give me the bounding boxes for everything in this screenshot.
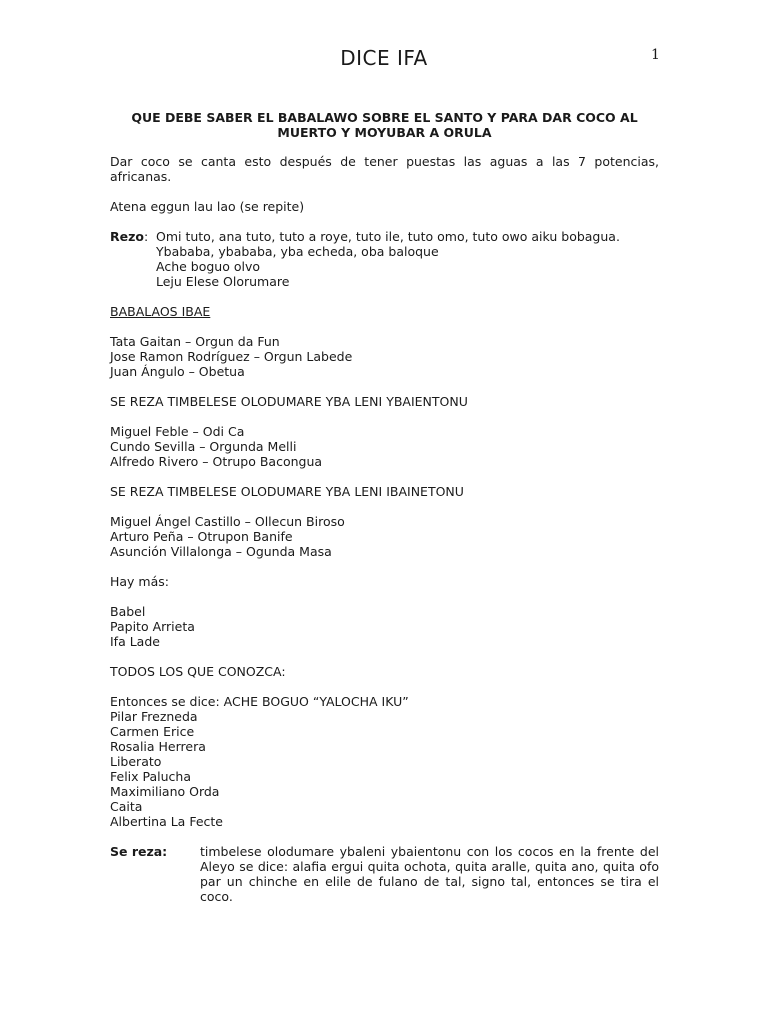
page-number: 1 bbox=[651, 47, 660, 63]
list-item: Papito Arrieta bbox=[110, 619, 195, 634]
reza-line-2: SE REZA TIMBELESE OLODUMARE YBA LENI IBAINETONU bbox=[110, 484, 464, 499]
list-item: Juan Ángulo – Obetua bbox=[110, 364, 245, 379]
atena-line: Atena eggun lau lao (se repite) bbox=[110, 199, 305, 214]
babalaos-group-4 bbox=[110, 604, 659, 649]
reza-line-1: SE REZA TIMBELESE OLODUMARE YBA LENI YBAIENTONU bbox=[110, 394, 468, 409]
todos-line: TODOS LOS QUE CONOZCA: bbox=[110, 664, 286, 679]
list-item: Miguel Ángel Castillo – Ollecun Biroso bbox=[110, 514, 345, 529]
list-item: Arturo Peña – Otrupon Banife bbox=[110, 529, 293, 544]
yalocha-group bbox=[110, 694, 659, 829]
se-reza-text: timbelese olodumare ybaleni ybaientonu con los cocos en la frente del Aleyo se dice: alafia ergui quita ochota, quita aralle, quita ano, quita ofo par un chinche en elile de fulano de tal, signo tal, entonces se tira el coco. bbox=[200, 844, 659, 904]
intro-paragraph: Dar coco se canta esto después de tener puestas las aguas a las 7 potencias, africanas. bbox=[110, 154, 659, 184]
section-heading-line-2: MUERTO Y MOYUBAR A ORULA bbox=[277, 125, 492, 140]
list-item: Carmen Erice bbox=[110, 724, 195, 739]
list-item: Caita bbox=[110, 799, 143, 814]
section-heading bbox=[110, 110, 659, 140]
rezo-line: Omi tuto, ana tuto, tuto a roye, tuto ile, tuto omo, tuto owo aiku bobagua. bbox=[156, 229, 620, 244]
rezo-block bbox=[110, 229, 659, 289]
document-body bbox=[110, 110, 659, 904]
se-reza-block bbox=[110, 844, 659, 904]
rezo-line: Leju Elese Olorumare bbox=[156, 274, 290, 289]
rezo-label: Rezo: bbox=[110, 229, 149, 244]
rezo-line: Ache boguo olvo bbox=[156, 259, 261, 274]
list-item: Pilar Frezneda bbox=[110, 709, 198, 724]
list-item: Felix Palucha bbox=[110, 769, 191, 784]
entonces-line: Entonces se dice: ACHE BOGUO “YALOCHA IKU” bbox=[110, 694, 409, 709]
se-reza-label: Se reza: bbox=[110, 844, 168, 859]
list-item: Babel bbox=[110, 604, 146, 619]
list-item: Tata Gaitan – Orgun da Fun bbox=[110, 334, 280, 349]
hay-mas-line: Hay más: bbox=[110, 574, 169, 589]
list-item: Asunción Villalonga – Ogunda Masa bbox=[110, 544, 332, 559]
list-item: Alfredo Rivero – Otrupo Bacongua bbox=[110, 454, 323, 469]
list-item: Rosalia Herrera bbox=[110, 739, 206, 754]
list-item: Albertina La Fecte bbox=[110, 814, 223, 829]
list-item: Ifa Lade bbox=[110, 634, 160, 649]
section-heading-line-1: QUE DEBE SABER EL BABALAWO SOBRE EL SANTO Y PARA DAR COCO AL bbox=[131, 110, 638, 125]
list-item: Maximiliano Orda bbox=[110, 784, 220, 799]
list-item: Miguel Feble – Odi Ca bbox=[110, 424, 245, 439]
babalaos-heading: BABALAOS IBAE bbox=[110, 304, 211, 319]
list-item: Liberato bbox=[110, 754, 162, 769]
document-title: DICE IFA bbox=[340, 46, 428, 70]
babalaos-group-1 bbox=[110, 334, 659, 379]
babalaos-group-3 bbox=[110, 514, 659, 559]
list-item: Cundo Sevilla – Orgunda Melli bbox=[110, 439, 297, 454]
rezo-line: Ybababa, ybababa, yba echeda, oba baloque bbox=[156, 244, 439, 259]
list-item: Jose Ramon Rodríguez – Orgun Labede bbox=[110, 349, 353, 364]
babalaos-group-2 bbox=[110, 424, 659, 469]
rezo-lines bbox=[156, 229, 659, 289]
